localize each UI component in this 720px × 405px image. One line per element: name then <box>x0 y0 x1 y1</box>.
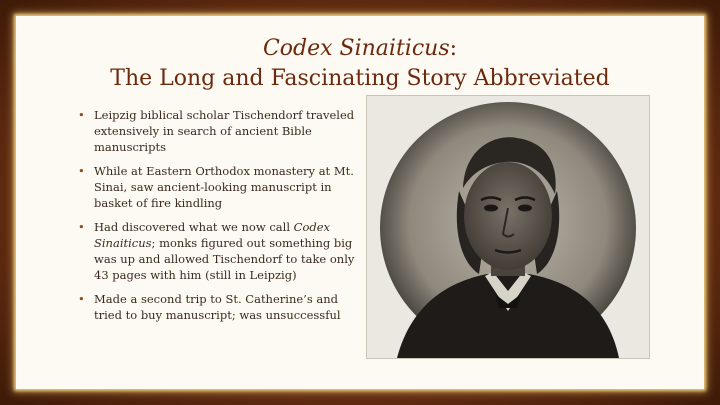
bullet-dot-icon: • <box>78 108 85 122</box>
bullet-dot-icon: • <box>78 220 85 234</box>
bullet-item <box>78 163 360 211</box>
bullet-text-pre: Had discovered what we now call <box>94 220 294 234</box>
title-italic: Codex Sinaiticus <box>262 36 450 61</box>
bullet-list <box>78 107 360 331</box>
slide-title <box>16 34 704 94</box>
bullet-text: While at Eastern Orthodox monastery at Mt. Sinai, saw ancient-looking manuscript in basket of fire kindling <box>94 164 354 210</box>
bullet-text: Made a second trip to St. Catherine’s and tried to buy manuscript; was unsuccessful <box>94 292 341 322</box>
title-colon: : <box>449 36 458 61</box>
bullet-item <box>78 291 360 323</box>
bullet-dot-icon: • <box>78 292 85 306</box>
bullet-text: Leipzig biblical scholar Tischendorf traveled extensively in search of ancient Bible manuscripts <box>94 108 355 154</box>
bullet-item <box>78 107 360 155</box>
portrait-photo-icon <box>366 95 650 359</box>
bullet-text-italic: Codex Sinaiticus <box>94 220 331 250</box>
bullet-text-post: ; monks figured out something big was up and allowed Tischendorf to take only 43 pages with him (still in Leipzig) <box>94 236 355 282</box>
bullet-item <box>78 219 360 283</box>
portrait-illustration <box>367 96 649 358</box>
bullet-dot-icon: • <box>78 164 85 178</box>
title-line-2: The Long and Fascinating Story Abbreviated <box>110 66 610 91</box>
title-line-1 <box>16 34 704 64</box>
